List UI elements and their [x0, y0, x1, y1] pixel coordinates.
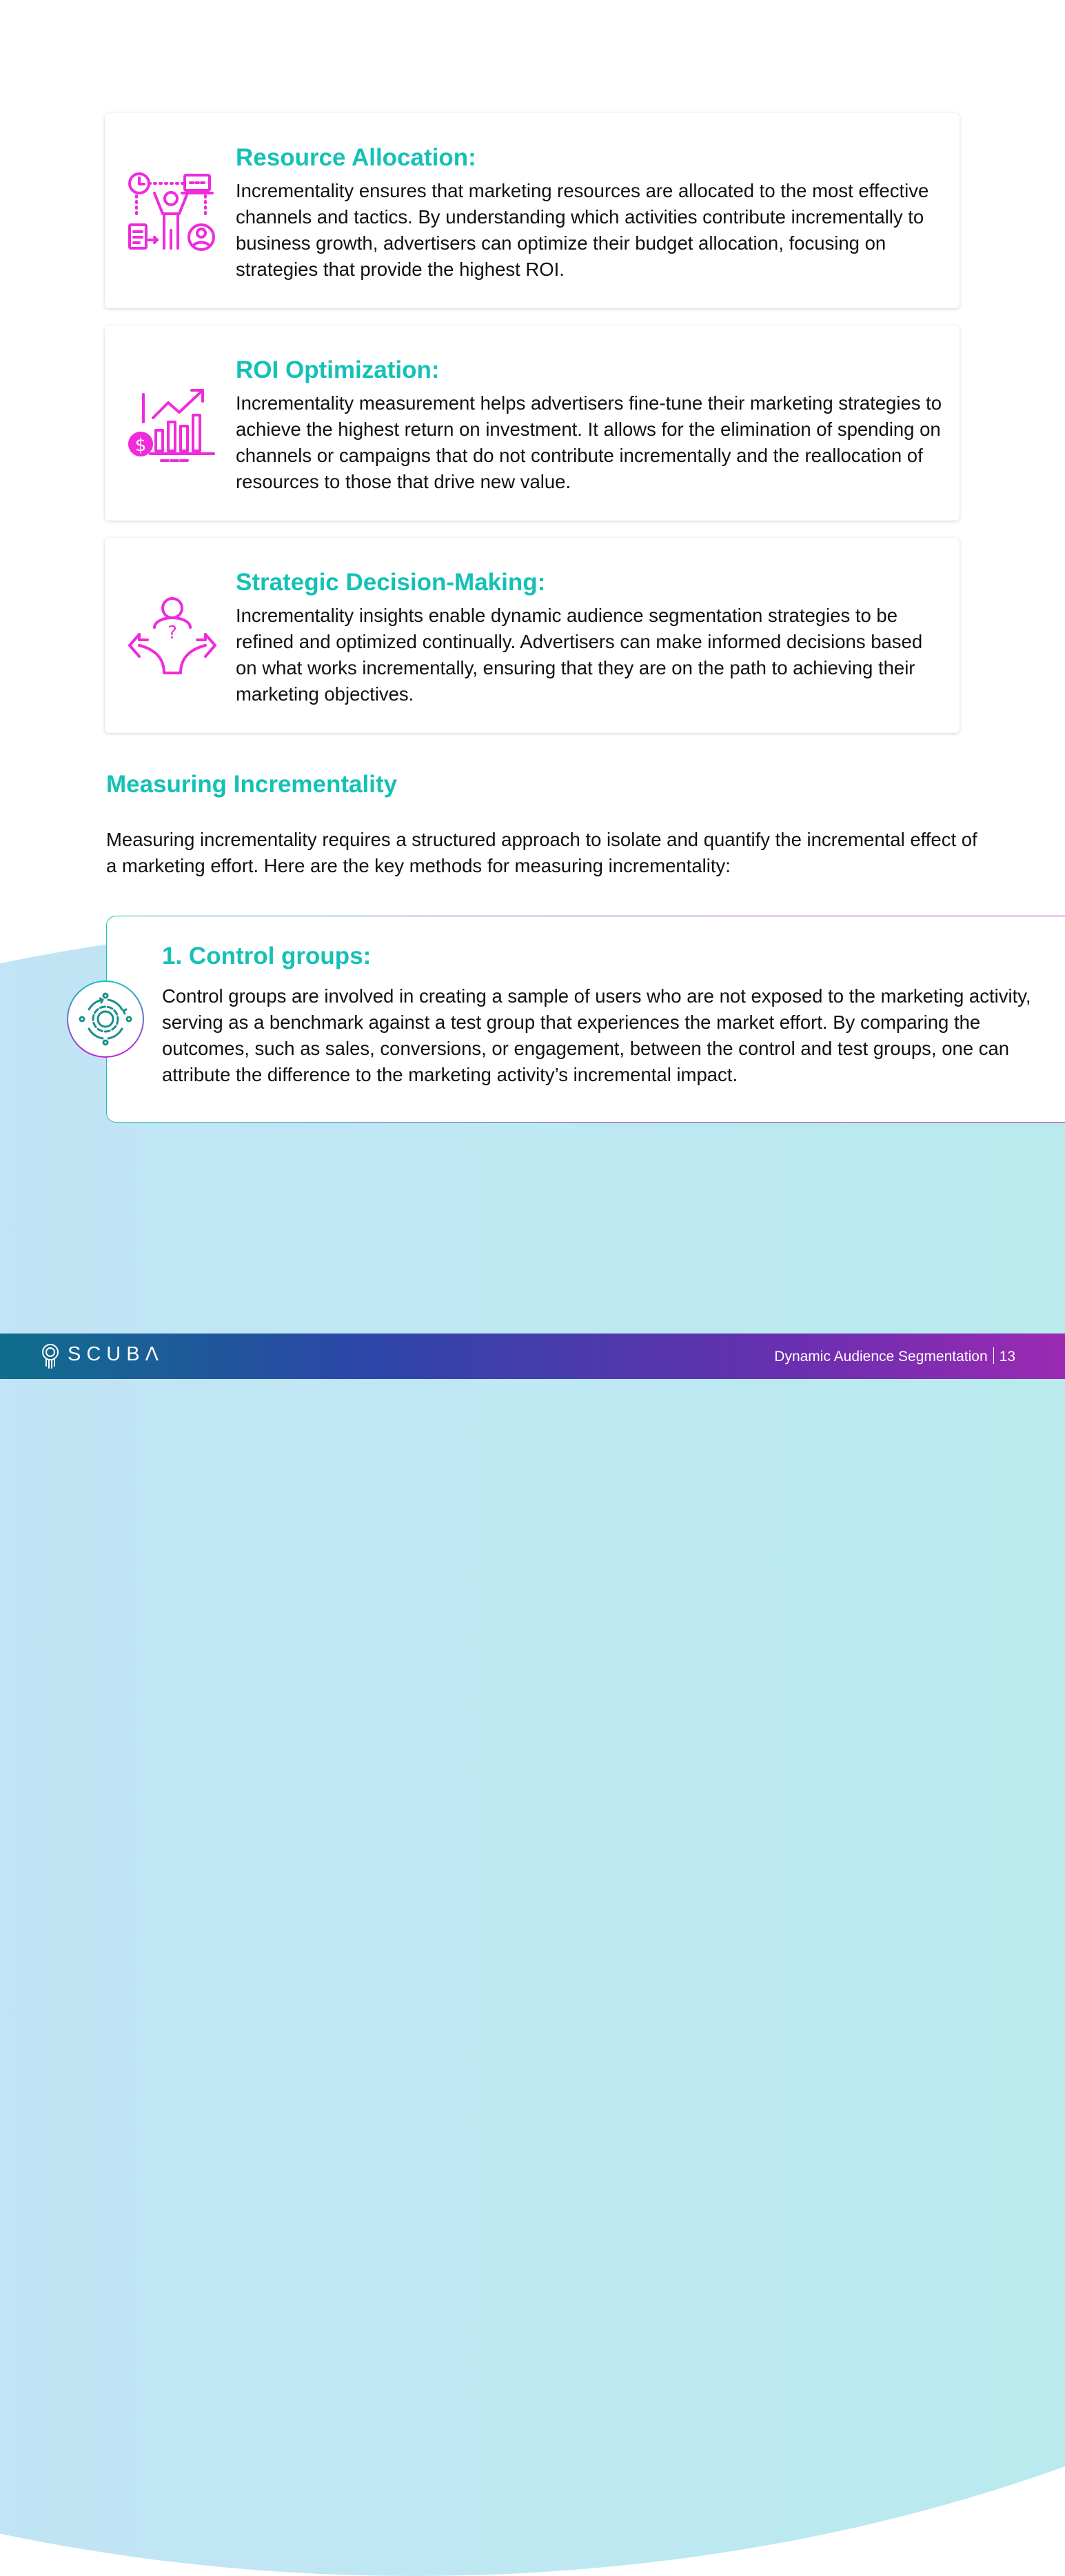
method-box-control-groups	[106, 916, 1065, 1123]
document-title: Dynamic Audience Segmentation	[774, 1349, 988, 1365]
card-resource-allocation	[105, 113, 960, 308]
card-body: Incrementality insights enable dynamic audience segmentation strategies to be refined and optimized continually. Advertisers can make informed decisions based on what works incrementally, ensuring that they are on the path to achieving their marketing objectives.	[236, 605, 923, 705]
roi-growth-chart-icon	[127, 381, 216, 470]
card-strategic-decision-making	[105, 538, 960, 733]
svg-text:?: ?	[168, 623, 177, 643]
card-title: Strategic Decision-Making:	[236, 569, 546, 596]
brand-name: SCUBΛ	[68, 1343, 164, 1365]
section-intro: Measuring incrementality requires a structured approach to isolate and quantify the incremental effect of a marketing effort. Here are the key methods for measuring incrementality:	[106, 829, 977, 876]
method-title: 1. Control groups:	[162, 943, 372, 969]
card-body: Incrementality measurement helps advertisers fine-tune their marketing strategies to achieve the highest return on investment. It allows for the elimination of spending on channels or campaigns that do not contribute incrementally and the reallocation of resources to those that drive new value.	[236, 392, 942, 492]
card-body: Incrementality ensures that marketing resources are allocated to the most effective channels and tactics. By understanding which activities contribute incrementally to business growth, advertisers can optimize their budget allocation, focusing on strategies that provide the highest ROI.	[236, 180, 929, 280]
resource-allocation-icon	[127, 168, 216, 258]
footer-separator	[993, 1347, 994, 1364]
method-body: Control groups are involved in creating a sample of users who are not exposed to the marketing activity, serving as a benchmark against a test group that experiences the market effort. By comparing the outcomes, such as sales, conversions, or engagement, between the control and test groups, one can attribute the difference to the marketing activity’s incremental impact.	[162, 985, 1031, 1085]
card-roi-optimization	[105, 325, 960, 521]
footer-document-info	[774, 1347, 1015, 1365]
decision-making-icon	[127, 596, 216, 685]
gear-cycle-icon	[67, 980, 144, 1058]
page-footer	[0, 1334, 1065, 1379]
svg-text:$: $	[134, 435, 147, 456]
card-title: ROI Optimization:	[236, 356, 440, 383]
card-title: Resource Allocation:	[236, 144, 476, 171]
section-title: Measuring Incrementality	[106, 771, 398, 798]
background-gradient-shape	[0, 921, 1065, 2576]
page-number: 13	[999, 1349, 1015, 1365]
method-box-inner	[107, 916, 1065, 1122]
